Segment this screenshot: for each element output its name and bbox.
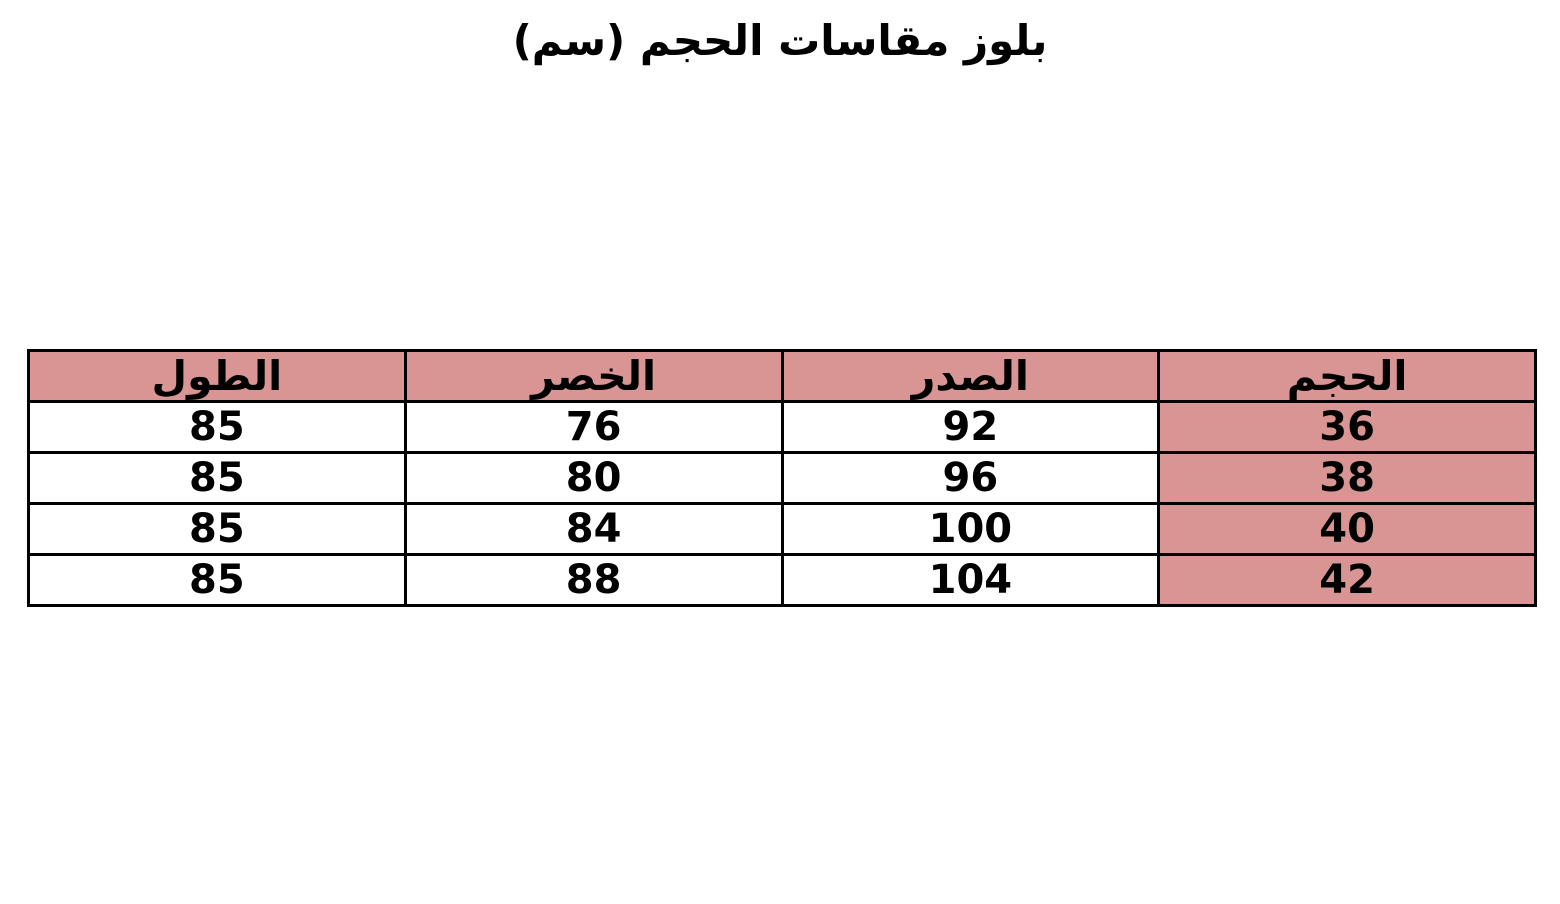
col-header-size: الحجم [1159,351,1536,402]
cell-size: 38 [1159,453,1536,504]
cell-waist: 84 [405,504,782,555]
cell-size: 36 [1159,402,1536,453]
cell-waist: 76 [405,402,782,453]
table-row [29,504,1536,555]
table-header-row [29,351,1536,402]
cell-waist: 80 [405,453,782,504]
table-header [29,351,1536,402]
size-chart-table [27,349,1537,607]
cell-length: 85 [29,555,406,606]
col-header-chest: الصدر [782,351,1159,402]
table-body [29,402,1536,606]
cell-length: 85 [29,504,406,555]
table-row [29,402,1536,453]
cell-chest: 96 [782,453,1159,504]
cell-size: 42 [1159,555,1536,606]
col-header-waist: الخصر [405,351,782,402]
cell-chest: 100 [782,504,1159,555]
cell-chest: 92 [782,402,1159,453]
cell-length: 85 [29,402,406,453]
table-row [29,555,1536,606]
col-header-length: الطول [29,351,406,402]
cell-length: 85 [29,453,406,504]
cell-chest: 104 [782,555,1159,606]
page-title: بلوز مقاسات الحجم (سم) [512,16,1048,65]
table-row [29,453,1536,504]
cell-waist: 88 [405,555,782,606]
cell-size: 40 [1159,504,1536,555]
